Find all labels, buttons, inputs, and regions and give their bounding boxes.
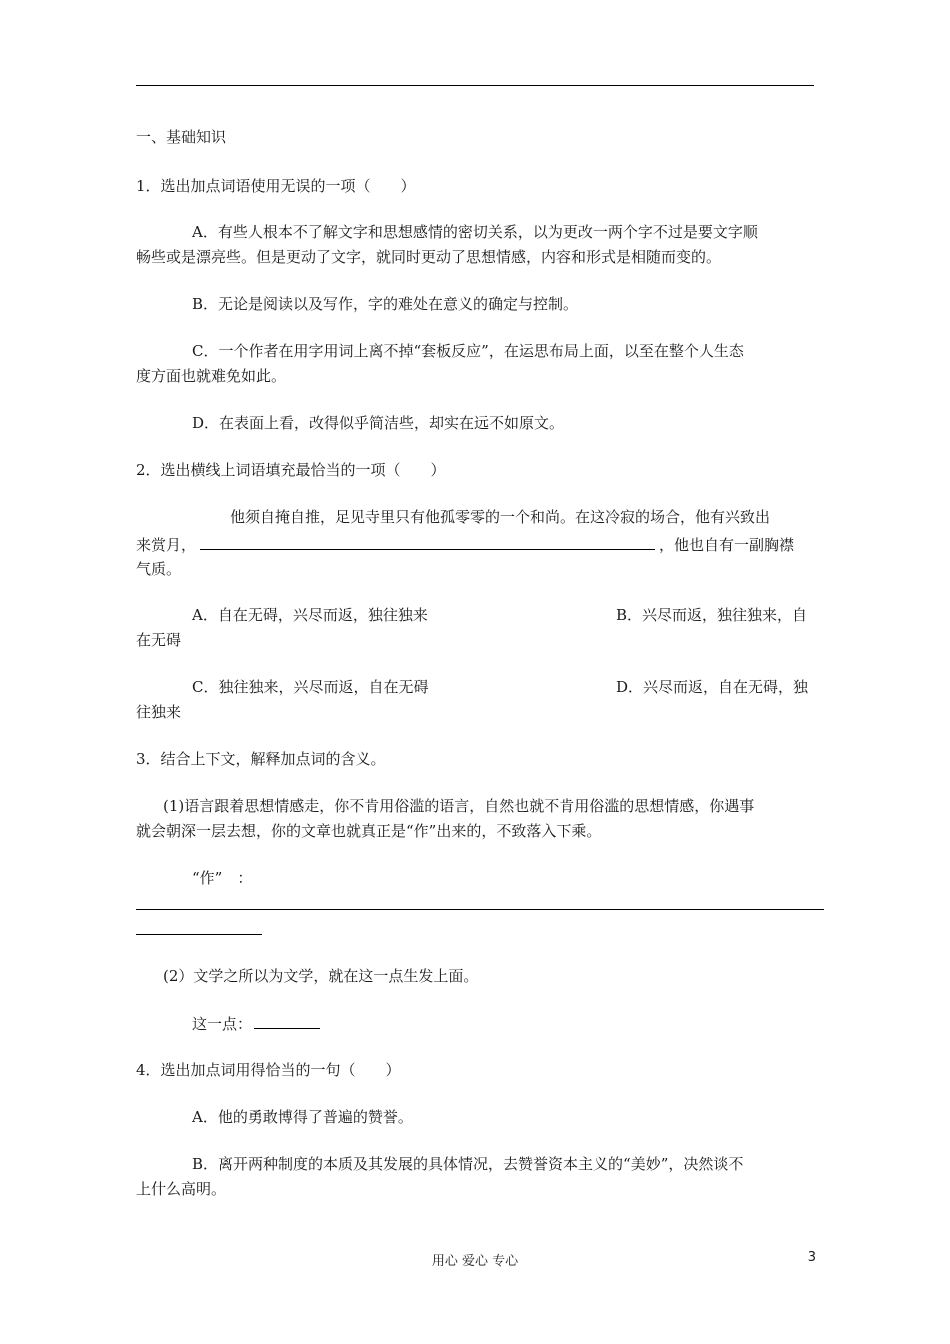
page-number: 3 <box>807 1250 816 1265</box>
q1-stem: 1．选出加点词语使用无误的一项（ ） <box>136 177 416 195</box>
q1-option-a-line2: 畅些或是漂亮些。但是更动了文字，就同时更动了思想情感，内容和形式是相随而变的。 <box>136 248 722 266</box>
q4-stem: 4．选出加点词用得恰当的一句（ ） <box>136 1061 401 1079</box>
q3-sub1-answer-label: “作” ： <box>192 869 253 887</box>
footer-motto: 用心 爱心 专心 <box>431 1254 519 1269</box>
q2-passage-line2 <box>136 534 794 555</box>
q4-option-b-line1: B．离开两种制度的本质及其发展的具体情况，去赞誉资本主义的“美妙”，决然谈不 <box>192 1155 744 1173</box>
q2-option-c: C．独往独来，兴尽而返，自在无碍 <box>192 678 429 696</box>
q2-option-b-line2: 在无碍 <box>136 631 182 649</box>
fill-blank-line <box>254 1013 320 1029</box>
q2-option-a: A．自在无碍，兴尽而返，独往独来 <box>192 606 428 624</box>
q4-option-b-line2: 上什么高明。 <box>136 1180 227 1198</box>
q2-passage-text: 来赏月， <box>136 536 197 554</box>
q2-passage-line3: 气质。 <box>136 560 182 578</box>
q1-option-d: D．在表面上看，改得似乎简洁些，却实在远不如原文。 <box>192 414 565 432</box>
answer-line-continued <box>136 934 262 935</box>
q1-option-c-line2: 度方面也就难免如此。 <box>136 367 287 385</box>
section-heading: 一、基础知识 <box>136 128 227 146</box>
q3-sub1-line1: (1)语言跟着思想情感走，你不肯用俗滥的语言，自然也就不肯用俗滥的思想情感，你遇事 <box>163 797 755 815</box>
q2-option-b-line1: B．兴尽而返，独往独来，自 <box>616 606 808 624</box>
q2-passage-line1: 他须自掩自推，足见寺里只有他孤零零的一个和尚。在这冷寂的场合，他有兴致出 <box>230 508 771 526</box>
q2-option-d-line1: D．兴尽而返，自在无碍，独 <box>616 678 809 696</box>
answer-line <box>136 909 824 910</box>
q3-sub2-answer-label: 这一点： <box>192 1015 253 1033</box>
q1-option-c-line1: C．一个作者在用字用词上离不掉“套板反应”，在运思布局上面，以至在整个人生态 <box>192 342 744 360</box>
q1-option-b: B．无论是阅读以及写作，字的难处在意义的确定与控制。 <box>192 295 579 313</box>
q2-passage-text: ，他也自有一副胸襟 <box>659 536 795 554</box>
q3-sub2-answer <box>192 1013 320 1034</box>
q4-option-a: A．他的勇敢博得了普遍的赞誉。 <box>192 1108 413 1126</box>
header-rule <box>136 85 814 86</box>
q2-option-d-line2: 往独来 <box>136 703 182 721</box>
q2-stem: 2．选出横线上词语填充最恰当的一项（ ） <box>136 461 446 479</box>
q3-stem: 3．结合上下文，解释加点词的含义。 <box>136 750 386 768</box>
q1-option-a-line1: A．有些人根本不了解文字和思想感情的密切关系，以为更改一两个字不过是要文字顺 <box>192 223 758 241</box>
fill-blank-line <box>200 534 655 550</box>
q3-sub1-line2: 就会朝深一层去想，你的文章也就真正是“作”出来的，不致落入下乘。 <box>136 822 602 840</box>
q3-sub2: (2）文学之所以为文学，就在这一点生发上面。 <box>163 967 479 985</box>
